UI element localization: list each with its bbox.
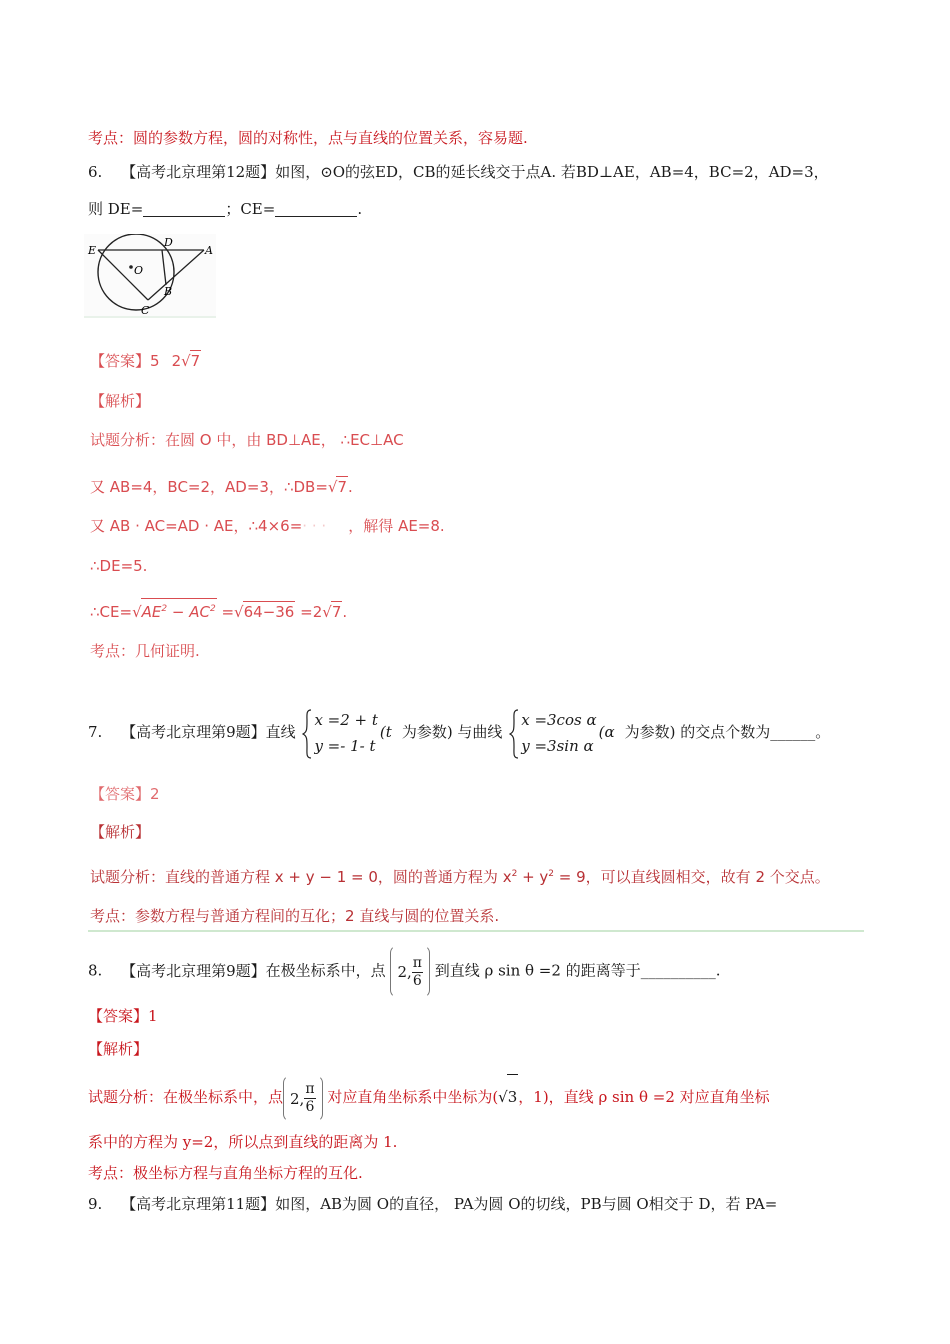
q7-jiexi: 【解析】	[90, 823, 151, 841]
answer-2-radicand: 7	[190, 352, 201, 370]
figure-background	[84, 234, 216, 318]
brace-icon	[509, 709, 519, 759]
q6-period: .	[357, 200, 363, 218]
q6-text: 如图，⊙O的弦ED，CB的延长线交于点A. 若BD⊥AE，AB=4，BC=2，AD=3，	[275, 163, 829, 181]
q7-param1: (t	[379, 723, 392, 741]
q7-text-b: 为参数) 与曲线	[401, 723, 503, 741]
q8-analysis-point-a: 2,	[290, 1089, 305, 1108]
q9-source: 【高考北京理第11题】	[121, 1195, 276, 1213]
center-dot	[129, 265, 133, 269]
q8-analysis: 试题分析：在极坐标系中，点 2, $\frac{\pi}{6}$ 对应直角坐标系中坐标为(√3，1)，直线 ρ sin θ =2 对应直角坐标	[88, 1074, 770, 1118]
q6-answer: 【答案】5 2√7	[90, 352, 201, 370]
q8-analysis-b: 对应直角坐标系中坐标为(	[327, 1088, 499, 1106]
q8-analysis-a: 试题分析：在极坐标系中，点	[88, 1088, 284, 1106]
step5-coef: =2	[295, 603, 323, 621]
step3-result: ，解得 AE=8.	[348, 517, 445, 535]
q8-analysis-c: ，1)，直线 ρ sin θ =2 对应直角坐标	[518, 1088, 770, 1106]
step3-faded: · · ·	[302, 517, 327, 535]
q8-analysis-point	[283, 1075, 323, 1122]
q7-number: 7.	[88, 723, 103, 741]
step5-ae: AE	[141, 603, 162, 621]
q8-analysis-sqrt: 3	[507, 1074, 519, 1119]
q8-source: 【高考北京理第9题】	[121, 961, 266, 980]
q8-answer: 【答案】1	[88, 1007, 158, 1025]
q6-step3	[90, 516, 445, 536]
label-e: E	[88, 244, 97, 257]
q7-source: 【高考北京理第9题】	[121, 723, 266, 741]
q7-text-a: 直线	[265, 723, 296, 741]
q7-sys2-row1: x =3cos α	[521, 711, 597, 729]
q6-step1: 试题分析：在圆 O 中，由 BD⊥AE， ∴EC⊥AC	[90, 431, 404, 449]
label-a: A	[205, 244, 213, 257]
q9-number: 9.	[88, 1195, 103, 1213]
q8-number: 8.	[88, 961, 103, 980]
step5-result-radicand: 7	[331, 603, 342, 621]
q7-analysis-b: + y	[517, 868, 549, 886]
q9-question	[88, 1194, 777, 1214]
answer-2-coef: 2	[171, 352, 182, 370]
q7-divider	[88, 930, 864, 932]
q8-analysis-line2: 系中的方程为 y=2，所以点到直线的距离为 1.	[88, 1133, 398, 1151]
q8-blank: __________	[640, 961, 716, 980]
label-b: B	[164, 285, 173, 298]
q5-kaodian: 考点：圆的参数方程，圆的对称性，点与直线的位置关系，容易题.	[88, 129, 528, 147]
q7-answer: 【答案】2	[90, 785, 160, 803]
q8-question	[88, 945, 720, 995]
q7-sys1-row1: x =2 + t	[314, 711, 378, 729]
q8-pi: π	[412, 954, 422, 971]
q7-analysis-c: = 9，可以直线圆相交，故有 2 个交点。	[554, 868, 830, 886]
answer-1: 5	[150, 352, 160, 370]
q8-analysis-pi: π	[305, 1081, 315, 1097]
step5-sup1: 2	[161, 604, 168, 614]
q6-step2: 又 AB=4，BC=2，AD=3，∴DB=√7.	[90, 478, 353, 496]
q6-de-label: 则 DE=	[88, 200, 144, 218]
step5-end: .	[342, 603, 348, 621]
step2-end: .	[348, 478, 353, 496]
q7-system-line	[302, 707, 377, 759]
q7-sup1: 2	[511, 869, 518, 879]
q8-analysis-frac	[304, 1081, 315, 1116]
q6-source: 【高考北京理第12题】	[121, 163, 276, 181]
q8-text-b: 到直线 ρ sin θ =2 的距离等于	[434, 961, 641, 980]
answer-tag: 【答案】	[90, 352, 151, 370]
q6-number: 6.	[88, 163, 103, 181]
q7-analysis	[90, 864, 830, 887]
q6-step5: $\therefore CE=√AE^2 - AC^2 =√64-36 =2√7$.	[90, 598, 347, 622]
q6-blank-ce	[275, 216, 357, 217]
q7-param2: (α	[598, 723, 615, 741]
q7-sys1-row2: y =- 1- t	[314, 737, 376, 755]
q9-text: 如图，AB为圆 O的直径， PA为圆 O的切线，PB与圆 O相交于 D，若 PA=	[275, 1195, 778, 1213]
step5-radicand: 64−36	[243, 603, 295, 621]
q7-blank: ______	[770, 723, 816, 741]
q8-point	[390, 945, 430, 998]
q6-line1	[88, 162, 829, 182]
q7-kaodian: 考点：参数方程与普通方程间的互化；2 直线与圆的位置关系.	[90, 907, 500, 925]
q6-jiexi: 【解析】	[90, 392, 151, 410]
q7-sup2: 2	[548, 869, 555, 879]
q6-ce-label: ；CE=	[225, 200, 276, 218]
brace-icon	[302, 709, 312, 759]
step5-eq: =	[216, 603, 235, 621]
q8-analysis-six: 6	[305, 1099, 315, 1115]
q6-line2	[88, 199, 362, 219]
q7-text-c: 为参数) 的交点个数为	[624, 723, 771, 741]
step5-label: ∴CE=	[90, 603, 133, 621]
step5-ac: − AC	[167, 603, 210, 621]
q6-geometry-figure	[84, 234, 216, 318]
step5-sup2: 2	[209, 604, 216, 614]
step2-radicand: 7	[337, 478, 348, 496]
q8-six: 6	[412, 972, 422, 989]
q8-end: .	[715, 961, 721, 980]
q8-kaodian: 考点：极坐标方程与直角坐标方程的互化.	[88, 1164, 363, 1182]
label-c: C	[141, 304, 150, 317]
q8-point-a: 2,	[397, 963, 412, 981]
q6-blank-de	[143, 216, 225, 217]
q6-kaodian: 考点：几何证明.	[90, 642, 200, 660]
q8-text-a: 在极坐标系中，点	[265, 961, 386, 980]
step2-text: 又 AB=4，BC=2，AD=3，∴DB=	[90, 478, 328, 496]
q8-point-frac	[412, 955, 423, 990]
q7-analysis-a: 试题分析：直线的普通方程 x + y − 1 = 0，圆的普通方程为 x	[90, 868, 512, 886]
q7-sys2-row2: y =3sin α	[521, 737, 594, 755]
label-d: D	[164, 236, 173, 249]
q7-question	[88, 702, 830, 762]
q8-jiexi: 【解析】	[88, 1040, 149, 1058]
q7-system-curve	[509, 707, 596, 759]
q7-end: 。	[815, 723, 831, 741]
q6-step4: ∴DE=5.	[90, 557, 148, 575]
label-o: O	[134, 264, 144, 277]
step3-text: 又 AB · AC=AD · AE，∴4×6=	[90, 517, 303, 535]
